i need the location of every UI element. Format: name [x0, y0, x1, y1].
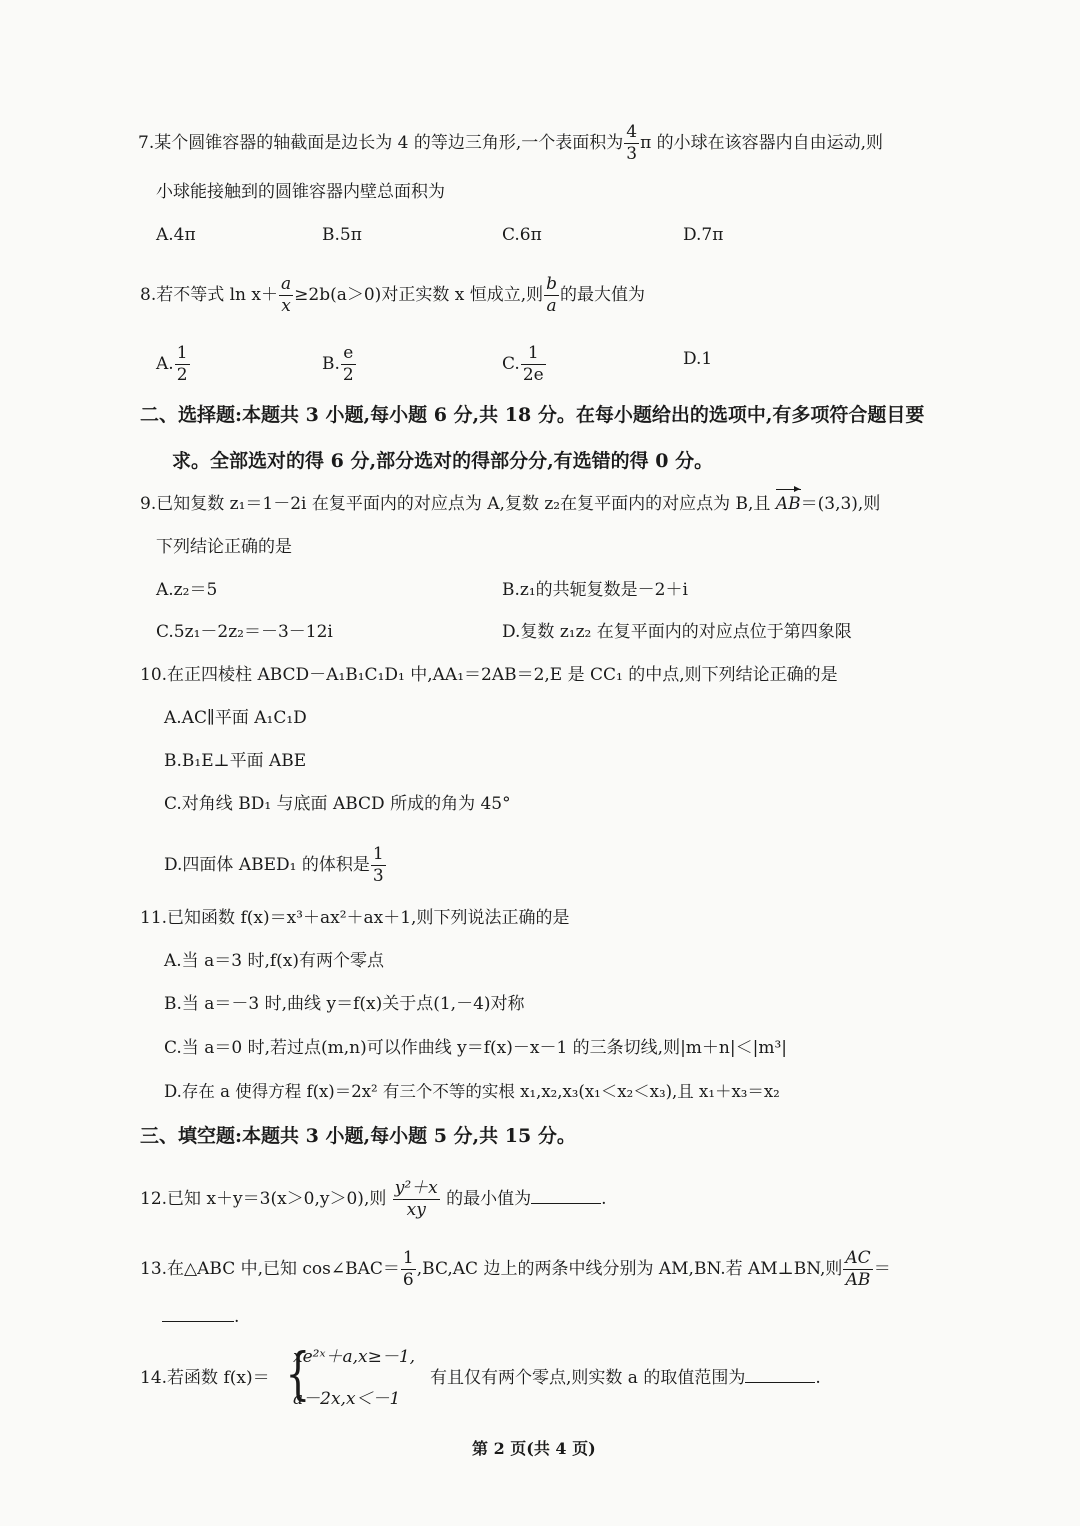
q8-option-b: B. $\frac{e}{2}$ — [322, 343, 354, 385]
q9-vector-ab: AB — [775, 494, 801, 514]
q7-option-a: A.4π — [156, 225, 196, 245]
q7-text-a: 7.某个圆锥容器的轴截面是边长为 4 的等边三角形,一个表面积为 — [138, 133, 624, 153]
q9-line2: 下列结论正确的是 — [156, 537, 292, 557]
q7-line2: 小球能接触到的圆锥容器内壁总面积为 — [156, 182, 445, 202]
q12-fraction: $\frac{\text{y²＋x}}{xy}$ — [394, 1178, 438, 1220]
q7-option-d: D.7π — [683, 225, 724, 245]
q10-option-d: D.四面体 ABED₁ 的体积是 $\frac{1}{3}$ — [164, 844, 384, 886]
q13-answer-line: . — [162, 1305, 239, 1329]
q8-option-c: C. $\frac{1}{2e}$ — [502, 343, 544, 385]
q9-option-c: C.5z₁－2z₂＝－3－12i — [156, 622, 333, 642]
q10-option-b: B.B₁E⊥平面 ABE — [164, 751, 307, 771]
q10-option-a: A.AC∥平面 A₁C₁D — [164, 708, 307, 728]
q11-option-b: B.当 a＝－3 时,曲线 y＝f(x)关于点(1,－4)对称 — [164, 994, 525, 1014]
q14-piece-2: a－2x,x＜－1 — [293, 1389, 401, 1409]
section3-heading: 三、填空题:本题共 3 小题,每小题 5 分,共 15 分。 — [140, 1125, 576, 1147]
q11-option-a: A.当 a＝3 时,f(x)有两个零点 — [164, 951, 384, 971]
q13-stem: 13.在△ABC 中,已知 cos∠BAC＝ $\frac{1}{6}$ ,BC,AC 边上的两条中线分别为 AM,BN.若 AM⊥BN,则 $\frac{AC}{AB}$ ＝ — [140, 1248, 891, 1290]
q11-stem: 11.已知函数 f(x)＝x³＋ax²＋ax＋1,则下列说法正确的是 — [140, 908, 570, 928]
q12-answer-blank[interactable] — [531, 1189, 601, 1204]
q8-option-d: D.1 — [683, 349, 713, 369]
q8-option-a: A. $\frac{1}{2}$ — [156, 343, 188, 385]
q9-option-b: B.z₁的共轭复数是－2＋i — [502, 580, 688, 600]
q7-fraction: $\frac{4}{3}$ — [626, 122, 638, 164]
section2-heading-line2: 求。全部选对的得 6 分,部分选对的得部分分,有选错的得 0 分。 — [172, 450, 714, 472]
q14-stem-b: 有且仅有两个零点,则实数 a 的取值范围为 . — [430, 1368, 821, 1388]
q13-fraction-cos: $\frac{1}{6}$ — [402, 1248, 414, 1290]
q10-option-c: C.对角线 BD₁ 与底面 ABCD 所成的角为 45° — [164, 794, 511, 814]
q14-brace: { — [285, 1342, 311, 1407]
q8-fraction-a-over-x: $\frac{a}{x}$ — [281, 274, 292, 316]
section2-heading-line1: 二、选择题:本题共 3 小题,每小题 6 分,共 18 分。在每小题给出的选项中,有多项符合题目要 — [140, 404, 925, 426]
q10-stem: 10.在正四棱柱 ABCD－A₁B₁C₁D₁ 中,AA₁＝2AB＝2,E 是 CC₁ 的中点,则下列结论正确的是 — [140, 665, 838, 685]
q8-fraction-b-over-a: $\frac{b}{a}$ — [546, 274, 558, 316]
page-footer: 第 2 页(共 4 页) — [472, 1439, 596, 1458]
q14-piece-1: xe²ˣ＋a,x≥－1, — [293, 1347, 416, 1367]
q9-option-a: A.z₂＝5 — [156, 580, 218, 600]
q11-option-d: D.存在 a 使得方程 f(x)＝2x² 有三个不等的实根 x₁,x₂,x₃(x₁＜x₂＜x₃),且 x₁＋x₃＝x₂ — [164, 1082, 780, 1101]
q7-option-c: C.6π — [502, 225, 542, 245]
q13-fraction-ac-ab: $\frac{AC}{AB}$ — [845, 1248, 871, 1290]
q13-answer-blank[interactable] — [162, 1307, 234, 1322]
q7-text-b: π 的小球在该容器内自由运动,则 — [640, 133, 884, 153]
q9-option-d: D.复数 z₁z₂ 在复平面内的对应点位于第四象限 — [502, 622, 852, 642]
q7-line1 — [138, 124, 883, 163]
q8-stem: 8.若不等式 ln x＋ $\frac{a}{x}$ ≥2b(a＞0)对正实数 x 恒成立,则 $\frac{b}{a}$ 的最大值为 — [140, 274, 646, 316]
q12-stem: 12.已知 x＋y＝3(x＞0,y＞0),则 $\frac{\text{y²＋x}}{xy}$ 的最小值为 . — [140, 1178, 607, 1220]
q14-answer-blank[interactable] — [745, 1368, 815, 1383]
q11-option-c: C.当 a＝0 时,若过点(m,n)可以作曲线 y＝f(x)－x－1 的三条切线,则|m＋n|＜|m³| — [164, 1038, 787, 1058]
q9-stem: 9.已知复数 z₁＝1－2i 在复平面内的对应点为 A,复数 z₂在复平面内的对应点为 B,且 AB＝(3,3),则 — [140, 494, 881, 514]
q7-option-b: B.5π — [322, 225, 362, 245]
q14-stem-a: 14.若函数 f(x)＝ — [140, 1368, 270, 1388]
